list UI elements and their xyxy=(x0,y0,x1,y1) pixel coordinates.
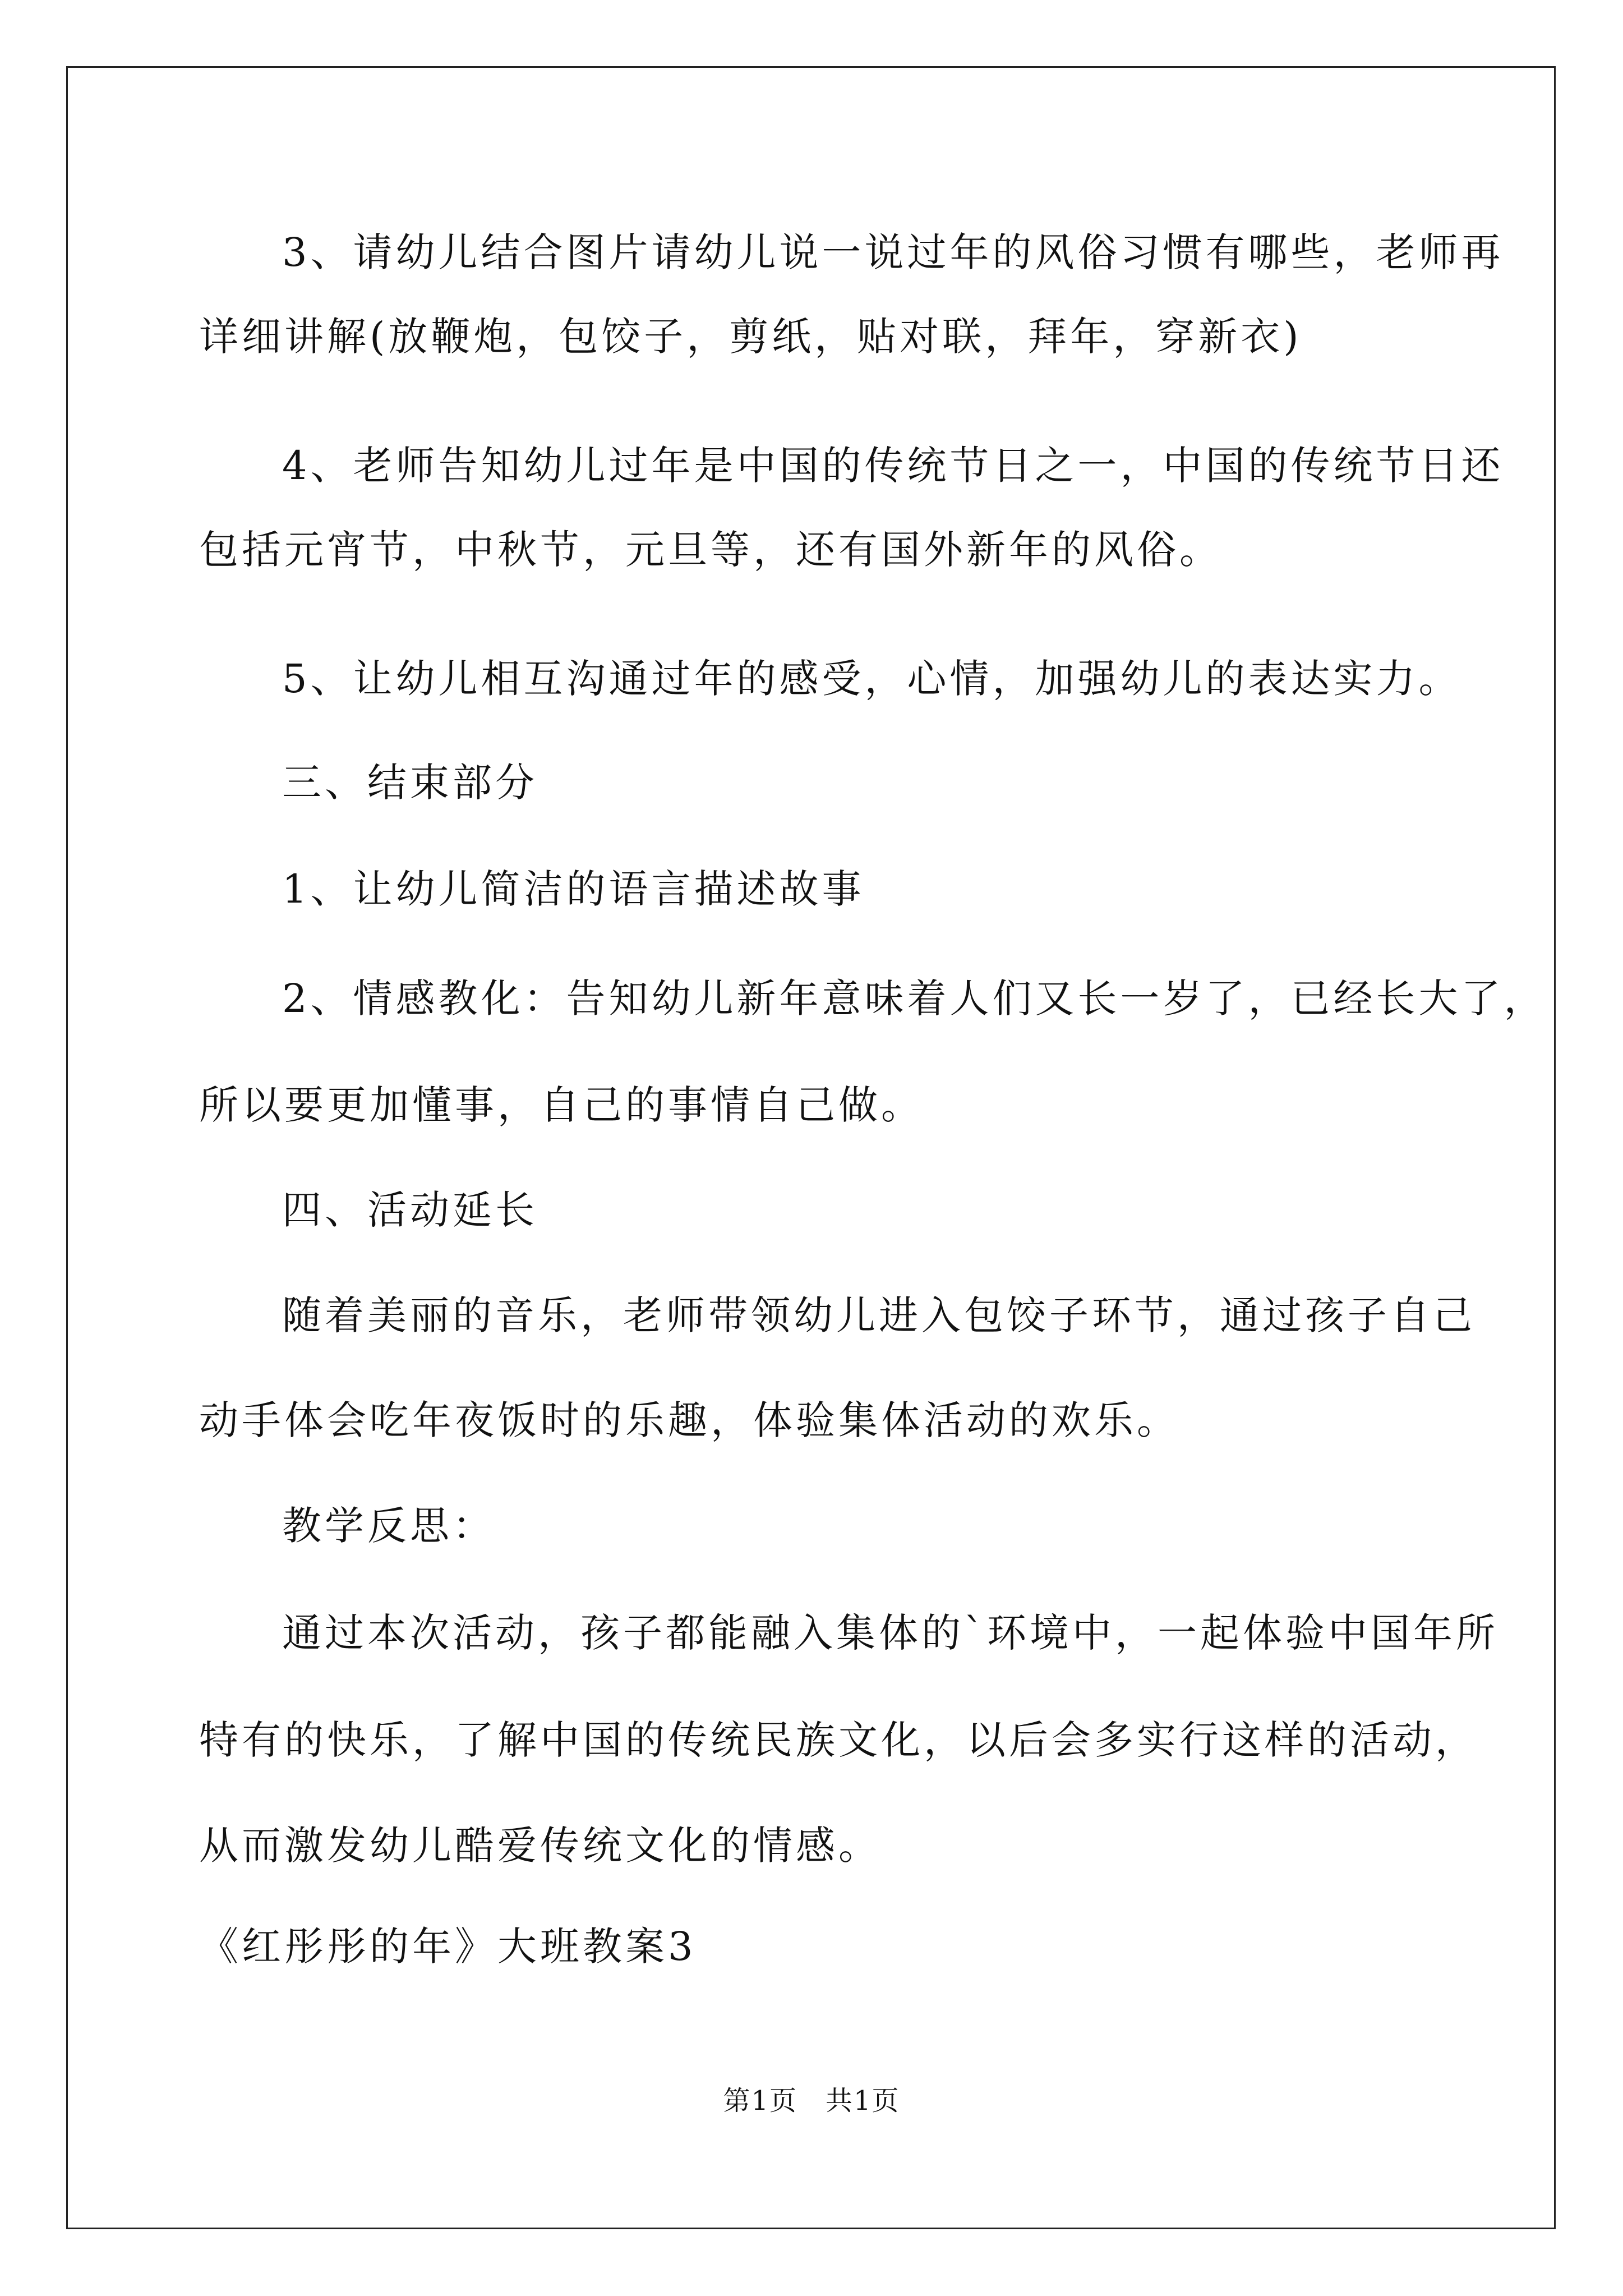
paragraph-line: 4、老师告知幼儿过年是中国的传统节日之一，中国的传统节日还 xyxy=(282,443,1504,489)
paragraph-line: 通过本次活动，孩子都能融入集体的`环境中，一起体验中国年所 xyxy=(282,1610,1498,1656)
paragraph-line: 动手体会吃年夜饭时的乐趣，体验集体活动的欢乐。 xyxy=(199,1397,1179,1443)
section-heading: 三、结束部分 xyxy=(282,760,538,806)
paragraph-line: 从而激发幼儿酷爱传统文化的情感。 xyxy=(199,1823,881,1869)
paragraph-line: 特有的快乐，了解中国的传统民族文化，以后会多实行这样的活动， xyxy=(199,1717,1478,1763)
paragraph-line: 5、让幼儿相互沟通过年的感受，心情，加强幼儿的表达实力。 xyxy=(282,656,1461,702)
section-heading: 四、活动延长 xyxy=(282,1187,538,1233)
page-border xyxy=(66,66,1556,2229)
page-number: 第1页 共1页 xyxy=(723,2085,900,2116)
lesson-plan-title: 《红彤彤的年》大班教案3 xyxy=(199,1924,697,1970)
paragraph-line: 1、让幼儿简洁的语言描述故事 xyxy=(282,866,865,912)
paragraph-line: 包括元宵节，中秋节，元旦等，还有国外新年的风俗。 xyxy=(199,527,1222,573)
paragraph-line: 详细讲解(放鞭炮，包饺子，剪纸，贴对联，拜年，穿新衣) xyxy=(199,314,1302,360)
paragraph-line: 3、请幼儿结合图片请幼儿说一说过年的风俗习惯有哪些，老师再 xyxy=(282,229,1504,275)
section-heading: 教学反思： xyxy=(282,1503,495,1549)
paragraph-line: 2、情感教化：告知幼儿新年意味着人们又长一岁了，已经长大了， xyxy=(282,976,1547,1022)
paragraph-line: 随着美丽的音乐，老师带领幼儿进入包饺子环节，通过孩子自己 xyxy=(282,1292,1476,1338)
paragraph-line: 所以要更加懂事，自己的事情自己做。 xyxy=(199,1082,924,1128)
